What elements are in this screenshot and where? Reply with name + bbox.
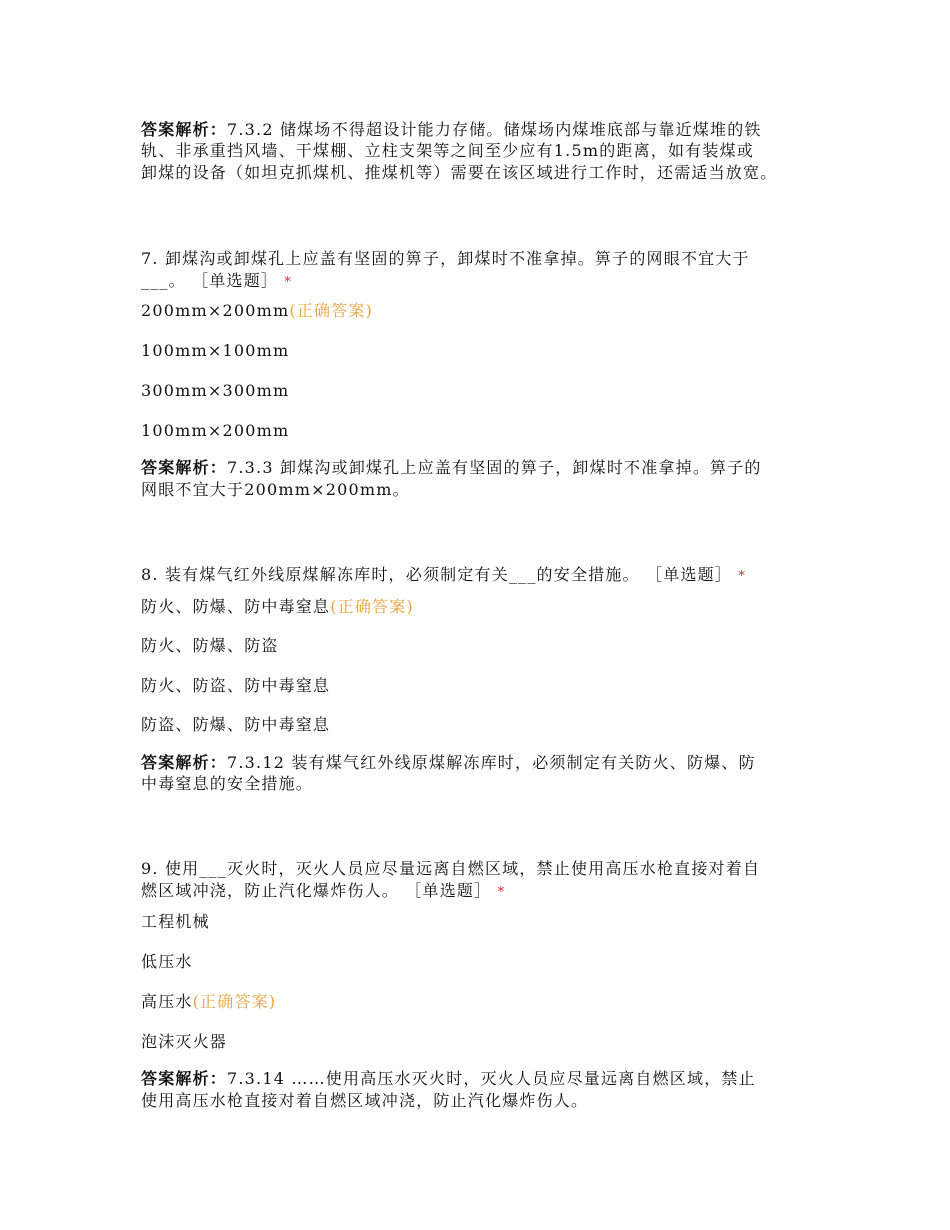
question-text: 7. 卸煤沟或卸煤孔上应盖有坚固的箅子，卸煤时不准拿掉。箅子的网眼不宜大于 — [141, 249, 750, 268]
option-text: 防盗、防爆、防中毒窒息 — [141, 715, 331, 734]
answer-option[interactable] — [141, 714, 330, 735]
question-text: 燃区域冲浇，防止汽化爆炸伤人。 — [141, 881, 406, 900]
answer-option[interactable] — [141, 675, 330, 696]
answer-option[interactable] — [141, 596, 414, 617]
answer-option[interactable] — [141, 380, 289, 401]
question-text-line — [141, 564, 746, 587]
required-marker: * — [738, 569, 747, 584]
answer-option[interactable] — [141, 1031, 227, 1052]
question-text: 8. 装有煤气红外线原煤解冻库时，必须制定有关___的安全措施。 — [141, 565, 647, 584]
answer-option[interactable] — [141, 635, 279, 656]
question-text-line — [141, 248, 750, 269]
explanation-label: 答案解析： — [141, 120, 228, 139]
option-text: 防火、防爆、防盗 — [141, 636, 279, 655]
correct-answer-tag: (正确答案) — [289, 301, 374, 320]
answer-option[interactable] — [141, 911, 210, 932]
explanation-label: 答案解析： — [141, 458, 228, 477]
question-type-label: ［单选题］ — [405, 881, 492, 900]
question-text: 9. 使用___灭火时，灭火人员应尽量远离自燃区域，禁止使用高压水枪直接对着自 — [141, 859, 761, 878]
explanation-text: 轨、非承重挡风墙、干煤棚、立柱支架等之间至少应有1.5m的距离，如有装煤或 — [141, 141, 755, 160]
question-type-label: ［单选题］ — [646, 565, 733, 584]
explanation-line — [141, 457, 762, 478]
option-text: 200mm×200mm — [141, 301, 290, 320]
explanation-line — [141, 773, 313, 794]
option-text: 泡沫灭火器 — [141, 1032, 228, 1051]
explanation-label: 答案解析： — [141, 1069, 228, 1088]
answer-option[interactable] — [141, 991, 276, 1012]
explanation-line — [141, 1090, 588, 1111]
option-text: 300mm×300mm — [141, 381, 290, 400]
explanation-line — [141, 479, 410, 500]
option-text: 100mm×100mm — [141, 341, 290, 360]
explanation-text: 中毒窒息的安全措施。 — [141, 774, 314, 793]
question-text-line — [141, 858, 760, 879]
explanation-text: 7.3.12 装有煤气红外线原煤解冻库时，必须制定有关防火、防爆、防 — [227, 753, 756, 772]
explanation-text: 卸煤的设备（如坦克抓煤机、推煤机等）需要在该区域进行工作时，还需适当放宽。 — [141, 163, 778, 182]
explanation-text: 7.3.2 储煤场不得超设计能力存储。储煤场内煤堆底部与靠近煤堆的铁 — [227, 120, 762, 139]
correct-answer-tag: (正确答案) — [192, 992, 277, 1011]
option-text: 高压水 — [141, 992, 193, 1011]
option-text: 低压水 — [141, 952, 193, 971]
answer-option[interactable] — [141, 420, 289, 441]
required-marker: * — [284, 275, 293, 290]
question-type-label: ［单选题］ — [192, 271, 279, 290]
explanation-line — [141, 1068, 756, 1089]
correct-answer-tag: (正确答案) — [330, 597, 414, 616]
required-marker: * — [497, 885, 506, 900]
answer-option[interactable] — [141, 300, 373, 321]
option-text: 100mm×200mm — [141, 421, 290, 440]
question-text-line — [141, 880, 505, 903]
option-text: 防火、防盗、防中毒窒息 — [141, 676, 331, 695]
option-text: 防火、防爆、防中毒窒息 — [141, 597, 331, 616]
question-text: ___。 — [141, 271, 193, 290]
explanation-text: 7.3.3 卸煤沟或卸煤孔上应盖有坚固的箅子，卸煤时不准拿掉。箅子的 — [227, 458, 762, 477]
question-text-line — [141, 270, 292, 293]
explanation-text: 7.3.14 ……使用高压水灭火时，灭火人员应尽量远离自燃区域，禁止 — [227, 1069, 756, 1088]
explanation-line — [141, 752, 756, 773]
explanation-text: 使用高压水枪直接对着自燃区域冲浇，防止汽化爆炸伤人。 — [141, 1091, 589, 1110]
answer-option[interactable] — [141, 340, 289, 361]
option-text: 工程机械 — [141, 912, 210, 931]
explanation-label: 答案解析： — [141, 753, 228, 772]
explanation-text: 网眼不宜大于200mm×200mm。 — [141, 480, 410, 499]
answer-option[interactable] — [141, 951, 193, 972]
